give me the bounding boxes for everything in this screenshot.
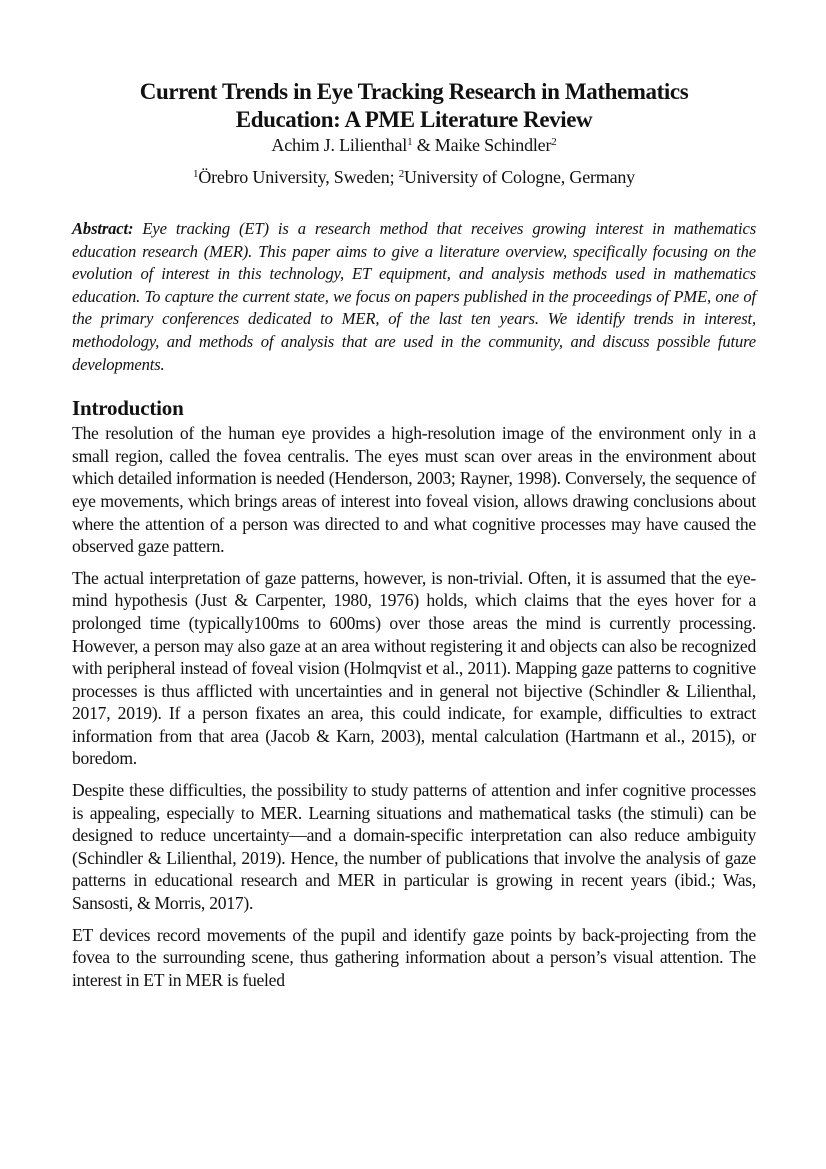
abstract-text: Eye tracking (ET) is a research method that receives growing interest in mathematics education research (MER). This paper aims to give a literature overview, specifically focusing on the evolution of interest in this technology, ET equipment, and analysis methods used in mathematics education. To capture the current state, we focus on papers published in the proceedings of PME, one of the primary conferences dedicated to MER, of the last ten years. We identify trends in interest, methodology, and methods of analysis that are used in the community, and discuss possible future developments. <box>72 219 757 374</box>
body-paragraph: Despite these difficulties, the possibility to study patterns of attention and infer cognitive processes is appealing, especially to MER. Learning situations and mathematical tasks (the stimuli) can be designed to reduce uncertainty—and a domain-specific interpretation can also reduce ambiguity (Schindler & Lilienthal, 2019). Hence, the number of publications that involve the analysis of gaze patterns in educational research and MER in particular is growing in recent years (ibid.; Was, Sansosti, & Morris, 2017). <box>72 780 756 914</box>
affiliation-mark: 2 <box>398 168 405 180</box>
affiliation-mark: 1 <box>407 136 413 148</box>
affiliation-mark: 2 <box>551 136 557 148</box>
body-paragraph: The resolution of the human eye provides a high-resolution image of the environment only in a small region, called the fovea centralis. The eyes must scan over areas in the environment about which detailed information is needed (Henderson, 2003; Rayner, 1998). Conversely, the sequence of eye movements, which brings areas of interest into foveal vision, allows drawing conclusions about where the attention of a person was directed to and what cognitive processes may have caused the observed gaze pattern. <box>72 423 756 557</box>
abstract-label: Abstract: <box>72 219 134 238</box>
title-line-1: Current Trends in Eye Tracking Research in Mathematics <box>139 79 689 104</box>
affiliation-name: Örebro University, Sweden; <box>198 167 395 187</box>
section-heading: Introduction <box>72 396 184 421</box>
paper-title <box>72 78 756 134</box>
author-separator: & <box>412 135 435 155</box>
affiliation-mark: 1 <box>193 168 199 180</box>
affiliations-line <box>72 166 756 188</box>
affiliation-name: University of Cologne, Germany <box>404 167 635 187</box>
author-name: Achim J. Lilienthal <box>271 135 408 155</box>
body-paragraph: ET devices record movements of the pupil and identify gaze points by back-projecting from the fovea to the surrounding scene, thus gathering information about a person’s visual attention. The interest in ET in MER is fueled <box>72 924 756 990</box>
body-paragraph: The actual interpretation of gaze patterns, however, is non-trivial. Often, it is assumed that the eye-mind hypothesis (Just & Carpenter, 1980, 1976) holds, which claims that the eyes hover for a prolonged time (typically100ms to 600ms) over those areas the mind is currently processing. However, a person may also gaze at an area without registering it and objects can also be recognized with peripheral instead of foveal vision (Holmqvist et al., 2011). Mapping gaze patterns to cognitive processes is thus afflicted with uncertainties and in general not bijective (Schindler & Lilienthal, 2017, 2019). If a person fixates an area, this could indicate, for example, difficulties to extract information from that area (Jacob & Karn, 2003), mental calculation (Hartmann et al., 2015), or boredom. <box>72 567 756 769</box>
authors-line <box>72 134 756 156</box>
author-name: Maike Schindler <box>434 135 552 155</box>
paper-page <box>72 78 756 991</box>
title-line-2: Education: A PME Literature Review <box>235 107 593 132</box>
abstract <box>72 218 756 376</box>
